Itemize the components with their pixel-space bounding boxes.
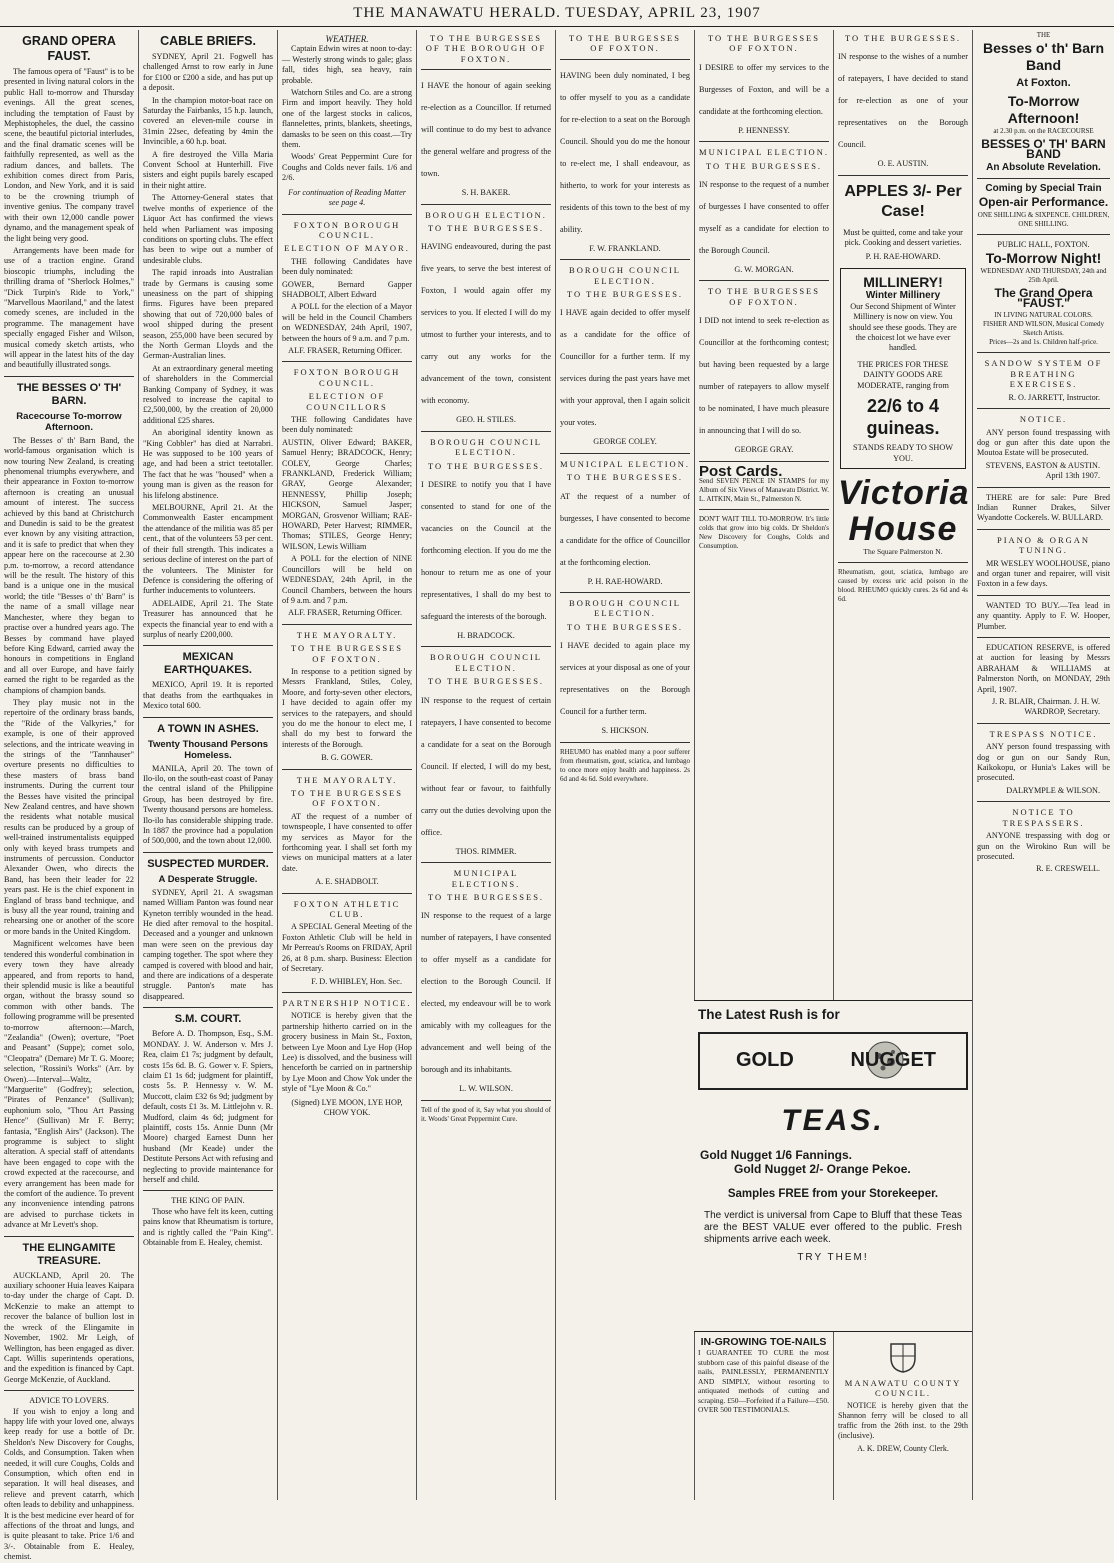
ad-paragraph: Woods' Great Peppermint Cure for Coughs and Colds never fails. 1/6 and 2/6. — [282, 152, 412, 183]
divider — [421, 1100, 551, 1101]
notice-title: NOTICE. — [1019, 414, 1068, 425]
notice-paragraph: ANYONE trespassing with dog or gun on the Wirokino Run will be prosecuted. — [977, 831, 1110, 861]
article-paragraph: MEXICO, April 19. It is reported that deaths from the earthquakes in Mexico total 600. — [143, 680, 273, 711]
notice-subtitle: TO THE BURGESSES. — [566, 289, 684, 300]
notice-signature: ALF. FRASER, Returning Officer. — [288, 608, 402, 618]
notice-paragraph: AT the request of a number of burgesses, I have consented to become a candidate for the office of Councillor at the forthcoming election. — [560, 491, 690, 567]
ad-signature: P. H. RAE-HOWARD. — [865, 251, 941, 261]
notice-signature: H. BRADCOCK. — [457, 631, 515, 641]
divider — [143, 717, 273, 718]
price-intro: THE PRICES FOR THESE DAINTY GOODS ARE MODERATE, ranging from — [857, 359, 949, 390]
notice-paragraph: I HAVE decided to again place my services at your disposal as one of your representatives on the Borough Council for a further term. — [560, 641, 690, 717]
notice-signature: P. HENNESSY. — [738, 125, 790, 135]
ad-paragraph: RHEUMO has enabled many a poor sufferer from rheumatism, gout, sciatica, and lumbago to once more enjoy health and happiness. 2s 6d and 4s 6d. Sold everywhere. — [560, 747, 690, 783]
notice-paragraph: A SPECIAL General Meeting of the Foxton Athletic Club will be held in Mr Perreau's Rooms on FRIDAY, April 26, at 8 p.m. sharp. Business: Election of Secretary. — [282, 922, 412, 974]
article-paragraph: Arrangements have been made for use of a traction engine. Grand bioscopic triumphs, including the thrilling drama of "Sherlock Holmes," "Dick Turpin's Ride to York," "Marvellous Maoriland," and the latest comedy scenes, are included in the programme. The management have specially engaged Fisher and Wilson, musical comedy sketch artists, who will appear in the latest hits of the day and beautifully illustrated songs. — [4, 245, 134, 370]
notice-title: FOXTON BOROUGH COUNCIL. — [293, 367, 401, 388]
article-paragraph: In the champion motor-boat race on Saturday the Fairbanks, 15 h.p. launch, covered an eleven-mile course in 31min 22sec, defeating by 4min the Invincible, a 60 h.p. boat. — [143, 95, 273, 147]
ad-text: PUBLIC HALL, FOXTON. — [997, 239, 1090, 249]
ad-title: MILLINERY! — [863, 274, 943, 291]
notice-paragraph: WANTED TO BUY.—Tea lead in any quantity. Apply to F. W. Hooper, Plumber. — [977, 600, 1110, 631]
notice-paragraph: THE following Candidates have been duly nominated: — [282, 256, 412, 277]
divider — [977, 487, 1110, 488]
notice-signature: A. K. DREW, County Clerk. — [857, 1444, 949, 1453]
notice-subtitle: TO THE BURGESSES. — [427, 460, 545, 471]
article-paragraph: They play music not in the repertoire of the ordinary brass bands, the "Ride of the Valkyries," for example, is one of their approved selections, and the intricate weaving in the strings of the "Tannhauser" overture presents no difficulties to these masters of brass band instruments. During the current tour the Besses have visited the principal New Zealand centres, and have shown the residents what notable musical results can be produced by a group of well-trained instrumentalists equipped only with keyed brass trumpets and instruments of percussion. Conductor Alexander Owen, who directs the Band, has been their leader for 22 years past. He is the chief exponent in England of brass band technique, and is busy all the year round, training and rehearsing one or another of the score or more bands in the United Kingdom. — [4, 697, 134, 936]
notice-paragraph: THERE are for sale: Pure Bred Indian Runner Drakes, Silver Wyandotte Cockerels. W. BULLARD. — [977, 492, 1110, 523]
article-title: SUSPECTED MURDER. — [147, 857, 269, 870]
article-title: THE BESSES O' TH' BARN. — [16, 381, 122, 407]
ad-headline: BESSES O' TH' BARN BAND — [981, 136, 1106, 162]
notice-subtitle: TO THE BURGESSES. — [427, 223, 545, 234]
divider — [977, 595, 1110, 596]
samples-line: Samples FREE from your Storekeeper. — [727, 1188, 939, 1200]
notice-title: MUNICIPAL ELECTIONS. — [451, 868, 521, 889]
ad-headline: The Grand Opera "FAUST." — [994, 285, 1093, 311]
column-2 — [143, 30, 273, 1500]
notice-paragraph: IN response to the request of certain ratepayers, I have consented to become a candidate for a seat on the Borough Council. If elected, I will do my best, without fear or favour, to faithfully carry out the duties devolving upon the office. — [421, 695, 551, 837]
notice-title: SANDOW SYSTEM OF BREATHING EXERCISES. — [984, 358, 1103, 390]
notice-signature: (Signed) LYE MOON, LYE HOP, CHOW YOK. — [291, 1097, 403, 1117]
millinery-ad — [840, 268, 966, 469]
notice-paragraph: NOTICE is hereby given that the Shannon ferry will be closed to all traffic from the 26th inst. to the 29th (inclusive). — [838, 1401, 968, 1440]
divider — [560, 592, 690, 593]
gold-word: GOLD — [736, 1049, 794, 1071]
article-paragraph: An aboriginal identity known as "King Cobbler" has died at Narrabri. He was supposed to be 100 years of age, and had been a strict teetotaller. The fact that he was "housed" when a young man is given as the reason for his lifelong abstinence. — [143, 428, 273, 500]
divider — [4, 376, 134, 377]
divider — [143, 1007, 273, 1008]
notice-title: TO THE BURGESSES OF THE BOROUGH OF FOXTON. — [425, 33, 547, 64]
article-paragraph: AUCKLAND, April 20. The auxiliary schooner Huia leaves Kaipara to-day under the charge of Capt. D. McKenzie to make an attempt to recover the balance of bullion lost in the wreck of the Elingamite in November, 1902. Mr Leigh, of Wellington, has been engaged as diver. Capt. Willis superintends operations, and the expedition is financed by Capt. George McKenzie, of Auckland. — [4, 1270, 134, 1384]
notice-paragraph: THE following Candidates have been duly nominated: — [282, 415, 412, 435]
divider — [699, 509, 829, 510]
notice-signature: G. W. MORGAN. — [734, 265, 794, 275]
divider — [282, 361, 412, 362]
column-rule — [555, 30, 556, 1500]
notice-title: MUNICIPAL ELECTION. — [560, 458, 690, 469]
notice-signature: STEVENS, EASTON & AUSTIN. April 13th 1907. — [985, 460, 1100, 481]
notice-paragraph: In response to a petition signed by Messrs Frankland, Stiles, Coley, Moore, and forty-seven other electors, I have decided to again offer my services to the ratepayers, and should you do me the honour to elect me, I shall do my best to forward the interests of the Borough. — [282, 666, 412, 749]
notice-paragraph: I DESIRE to notify you that I have consented to stand for one of the vacancies on the Council at the forthcoming election. If you do me the honour to return me as one of your representatives, I shall do my best to safeguard the interests of the borough. — [421, 480, 551, 622]
notice-paragraph: HAVING been duly nominated, I beg to offer myself to you as a candidate for re-election to a seat on the Borough Council. Should you do me the honour to re-elect me, I shall endeavour, as hitherto, to work for your interests as residents of this town to the best of my ability. — [560, 70, 690, 234]
ad-paragraph: Tell of the good of it, Say what you should of it. Woods' Great Peppermint Cure. — [421, 1105, 551, 1123]
article-paragraph: SYDNEY, April 21. Fogwell has challenged Arnst to row early in June for £100 or £200 a side, and has put up a deposit. — [143, 52, 273, 93]
divider — [421, 69, 551, 70]
gold-nugget-box — [698, 1032, 968, 1090]
ad-text: Prices—2s and 1s. Children half-price. — [989, 338, 1098, 347]
notice-title: NOTICE TO TRESPASSERS. — [1002, 807, 1085, 828]
notice-paragraph: IN response to the request of a large number of ratepayers, I have consented to offer myself as a candidate for election to the Borough Council. If elected, my endeavour will be to work amicably with my colleagues for the advancement and well being of the borough and its inhabitants. — [421, 911, 551, 1075]
divider — [977, 723, 1110, 724]
divider — [977, 178, 1110, 179]
ad-title: THE KING OF PAIN. — [171, 1196, 245, 1206]
divider — [977, 234, 1110, 235]
article-title: S.M. COURT. — [174, 1013, 242, 1026]
article-title: GRAND OPERA FAUST. — [22, 34, 116, 63]
county-notice — [838, 1336, 968, 1496]
divider — [838, 562, 968, 563]
column-rule — [972, 30, 973, 1500]
notice-signature: J. R. BLAIR, Chairman. J. H. W. WARDROP, Secretary. — [991, 697, 1100, 717]
column-rule — [416, 30, 417, 1500]
fannings-line: Gold Nugget 1/6 Fannings. — [700, 1148, 853, 1162]
notice-title: BOROUGH COUNCIL ELECTION. — [430, 436, 542, 458]
victoria-house-logo: Victoria House — [838, 473, 970, 548]
divider — [143, 1190, 273, 1191]
notice-signature: GEO. H. STILES. — [456, 415, 516, 425]
notice-signature: R. E. CRESWELL. — [1036, 864, 1100, 874]
notice-signature: DALRYMPLE & WILSON. — [1006, 785, 1100, 795]
candidate-list: AUSTIN, Oliver Edward; BAKER, Samuel Henry; BRADCOCK, Henry; COLEY, George Charles; FRANKLAND, Frederick William; GRAY, George Alexander; HENNESSY, Phillip Joseph; HICKSON, Samuel Jasper; MORGAN, Grosvenor William; RAE-HOWARD, Peter Harvest; RIMMER, Thomas; STILES, George Henry; WILSON, Lewis William — [282, 437, 412, 551]
masthead: THE MANAWATU HERALD. TUESDAY, APRIL 23, 1907 — [0, 0, 1114, 27]
notice-signature: S. H. BAKER. — [461, 188, 511, 198]
divider — [560, 259, 690, 260]
column-1 — [4, 30, 134, 1562]
divider — [977, 801, 1110, 802]
notice-paragraph: ANY person found trespassing with dog or gun on our Sandy Run, Kaikokopu, or Hunia's Lakes will be prosecuted. — [977, 742, 1110, 783]
verdict-text: The verdict is universal from Cape to Bluff that these Teas are the BEST VALUE ever offered to the public. Fresh shipments arrive each week. — [704, 1210, 962, 1245]
divider — [421, 204, 551, 205]
notice-paragraph: HAVING endeavoured, during the past five years, to serve the best interest of Foxton, I would again offer my services to you. If elected I will do my utmost to further your interests, and to carry out any works for the advancement of the town, consistent with economy. — [421, 242, 551, 406]
price-range: 22/6 to 4 guineas. — [866, 396, 940, 439]
notice-title: TO THE BURGESSES. — [844, 33, 962, 43]
ad-text: IN LIVING NATURAL COLORS. — [994, 311, 1093, 320]
divider — [282, 769, 412, 770]
ad-title: APPLES 3/- Per Case! — [844, 182, 962, 220]
notice-subtitle: TO THE BURGESSES. — [427, 676, 545, 687]
ad-text: An Absolute Revelation. — [986, 161, 1101, 173]
notice-title: BOROUGH COUNCIL ELECTION. — [430, 652, 542, 673]
notice-title: FOXTON ATHLETIC CLUB. — [293, 898, 401, 920]
column-rule — [277, 30, 278, 1500]
article-subtitle: Twenty Thousand Persons Homeless. — [147, 738, 269, 761]
notice-signature: S. HICKSON. — [601, 726, 649, 736]
article-paragraph: Magnificent welcomes have been tendered this wonderful combination in every town they have already appeared, and from reports to hand, their splendid music is like a beautiful organ, without the brassy sound so common with other bands. The following programme will be presented to-morrow afternoon:—March, "Zealandia" (Owen); overture, "Poet and Peasant" (Suppe); cornet solo, "Cleopatra" (Demare) Mr T. G. Moore; selection, "Rossini's Works" (Arr. by Owen).—Interval—Waltz, "Marguerite" (Godfrey); selection, "Pirates of Penzance" (Sullivan); euphonium solo, "Thou Art Passing Hence" (Sullivan) Mr F. Berry; fantasia, "English Airs" (Jackson). The programme is subject to slight alteration. A special staff of attendants have been engaged to cope with the crowd expected at the racecourse, and every arrangement has been made for the comfort of the audience. To prevent any inconvenience intending patrons are advised to purchase tickets in advance at Mr Levett's shop. — [4, 939, 134, 1230]
notice-signature: P. H. RAE-HOWARD. — [587, 576, 663, 586]
notice-title: TO THE BURGESSES OF FOXTON. — [569, 33, 681, 54]
divider — [421, 862, 551, 863]
ad-headline: The Latest Rush is for — [698, 1007, 840, 1022]
article-title: MEXICAN EARTHQUAKES. — [163, 651, 252, 677]
ad-paragraph: Rheumatism, gout, sciatica, lumbago are caused by excess uric acid poison in the blood. RHEUMO quickly cures. 2s 6d and 4s 6d. — [838, 568, 968, 604]
notice-signature: GEORGE COLEY. — [593, 437, 657, 447]
notice-title: BOROUGH COUNCIL ELECTION. — [569, 598, 681, 619]
notice-paragraph: MR WESLEY WOOLHOUSE, piano and organ tuner and repairer, will visit Foxton in a few days. — [977, 558, 1110, 589]
notice-subtitle: TO THE BURGESSES. — [566, 472, 684, 483]
article-paragraph: Before A. D. Thompson, Esq., S.M. MONDAY. J. W. Anderson v. Mrs J. Rea, claim £1 7s; judgment by default, costs 15s 6d. B. G. Gower v. F. Spiers, claim £1 1s 6d; judgment for plaintiff, costs 5s. P. Hennessy v. W. M. Muccott, claim £32 6s 9d; judgment by default, costs £1 3s. M. Littlejohn v. R. Mudford, claim 4s 6d; judgment for plaintiff, costs 15s. Annie Dunn (Mr Moore) charged Earnest Dunn her husband (Mr Keade) under the Destitute Persons Act with refusing and neglecting to provide maintenance for herself and child. — [143, 1029, 273, 1184]
divider — [977, 408, 1110, 409]
notice-title: PIANO & ORGAN TUNING. — [996, 534, 1091, 556]
article-subtitle: A Desperate Struggle. — [158, 873, 258, 885]
divider — [282, 214, 412, 215]
notice-title: MUNICIPAL ELECTION. — [699, 147, 829, 158]
article-paragraph: ADELAIDE, April 21. The State Treasurer has announced that he expects the financial year to end with a surplus of nearly £200,000. — [143, 598, 273, 639]
article-paragraph: MANILA, April 20. The town of Ilo-ilo, on the south-east coast of Panay the central island of the Philippine Group, has been destroyed by fire. Twenty thousand persons are homeless. Ilo-ilo has considerable shipping trade. In 1887 the province had a population of 500,000, and the town about 12,000. — [143, 763, 273, 846]
notice-title: TO THE BURGESSES OF FOXTON. — [708, 286, 820, 307]
try-them: TRY THEM! — [797, 1252, 869, 1263]
notice-paragraph: I HAVE the honour of again seeking re-election as a Councillor. If returned will continue to do my best to advance the general welfare and progress of the town. — [421, 81, 551, 179]
divider — [977, 352, 1110, 353]
column-5 — [560, 30, 690, 1500]
article-paragraph: The Besses o' th' Barn Band, the world-famous organisation which is now touring New Zealand, is creating phenomenal triumphs everywhere, and their appearance in Foxton to-morrow afternoon is creating an unusual amount of interest. The success achieved by this band at Christchurch and Dunedin is said to be the greatest ever known by any visiting attraction, and it is safe to predict that when they appear here on the racecourse at 2.30 p.m. to-morrow, a record attendance will be the result. The history of this band is a unique one in the musical world; the title "Besses o' th' Barn" is the name of a small village near Manchester, where they began to practise over a hundred years ago. The Besses by command have played before King Edward, carried away the honours in competitions in England and all over Europe, and have fairly earned the right to be regarded as the champions of champion bands. — [4, 435, 134, 695]
ad-title: Post Cards. — [699, 462, 783, 480]
divider — [699, 461, 829, 462]
ad-paragraph: Our Second Shipment of Winter Millinery is now on view. You should see these goods. They are the choicest lot we have ever handled. — [849, 301, 957, 353]
notice-paragraph: I DESIRE to offer my services to the Burgesses of Foxton, and will be a candidate at the forthcoming election. — [699, 62, 829, 116]
divider — [560, 453, 690, 454]
divider — [699, 280, 829, 281]
notice-paragraph: I DID not intend to seek re-election as Councillor at the forthcoming contest; but having been requested by a large number of ratepayers to allow myself to be nominated, I have much pleasure in announcing that I will do so. — [699, 316, 829, 436]
ad-headline: Open-air Performance. — [978, 195, 1109, 210]
article-paragraph: The famous opera of "Faust" is to be presented in living natural colors in the public Hall to-morrow and Thursday evenings. All the great scenes, including the temptation of Faust by Mephistopheles, the duel, the cassino scene, the beautiful pictorial interludes, and the final dramatic scenes will be faithfully represented, as well as the radium dances, and ballets. The exhibition comes direct from Paris, London, and New York, and it is said to be the crowning triumph of inventive genius. The company travel with their own 12,000 candle power dynamo, and the management speak of the light being very good. — [4, 67, 134, 243]
notice-subtitle: TO THE BURGESSES. — [427, 891, 545, 902]
divider — [282, 893, 412, 894]
notice-title: MANAWATU COUNTY COUNCIL. — [844, 1378, 962, 1398]
divider — [560, 742, 690, 743]
notice-signature: A. E. SHADBOLT. — [315, 877, 379, 887]
notice-signature: THOS. RIMMER. — [455, 846, 517, 856]
notice-signature: ALF. FRASER, Returning Officer. — [288, 345, 402, 355]
notice-paragraph: ANY person found trespassing with dog or gun after this date upon the Moutoa Estate will be prosecuted. — [977, 427, 1110, 458]
ad-title: ADVICE TO LOVERS. — [29, 1396, 109, 1406]
continuation-note: For continuation of Reading Matter see page 4. — [288, 187, 406, 208]
article-paragraph: The rapid inroads into Australian trade by Germans is causing some uneasiness on the part of shipping firms. Figures have been prepared showing that out of 720,000 bales of wool shipped during the present season, 255,000 have been secured by the North German Lloyds and the German-Australian lines. — [143, 268, 273, 361]
notice-subtitle: TO THE BURGESSES. — [566, 621, 684, 632]
article-paragraph: The Attorney-General states that twelve months of experience of the Liquor Act has confirmed the views held when Parliament was imposing conditions on sporting clubs. The effect has been to wipe out a number of undesirable clubs. — [143, 193, 273, 265]
notice-paragraph: IN response to the wishes of a number of ratepayers, I have decided to stand for re-election as one of your representatives on the Borough Council. — [838, 52, 968, 150]
stands-line: STANDS READY TO SHOW YOU. — [853, 443, 953, 463]
article-paragraph: SYDNEY, April 21. A swagsman named William Panton was found near Kyneton terribly wounded in the head. He died after removal to the hospital. Deceased and a younger and unknown man were seen on the previous day camping together. The spot where they camped is covered with blood and hair, and there are indications of a desperate struggle. Panton's mate has disappeared. — [143, 887, 273, 1001]
toenails-ad — [694, 1336, 833, 1496]
ad-subtitle: At Foxton. — [1016, 77, 1071, 90]
ad-text: THE — [1036, 31, 1051, 39]
article-subtitle: Racecourse To-morrow Afternoon. — [16, 410, 122, 433]
ad-title: Besses o' th' Barn Band — [982, 40, 1105, 74]
ad-text: WEDNESDAY AND THURSDAY, 24th and 25th April. — [980, 266, 1107, 284]
divider — [282, 992, 412, 993]
pekoe-line: Gold Nugget 2/- Orange Pekoe. — [734, 1162, 911, 1176]
notice-subtitle: TO THE BURGESSES. — [705, 160, 823, 171]
article-paragraph: MELBOURNE, April 21. At the Commonwealth Easter encampment the attendance of the militia was 85 per cent., that of the volunteers 53 per cent. of their full strength. This indicates a serious decline of interest on the part of the volunteers. The Minister for Defence is considering the offering of further inducements to volunteers. — [143, 503, 273, 596]
notice-paragraph: A POLL for the election of a Mayor will be held in the Council Chambers on WEDNESDAY, 24th April, 1907, between the hours of 9 a.m. and 7 p.m. — [282, 302, 412, 343]
notice-signature: R. O. JARRETT, Instructor. — [1008, 392, 1100, 402]
divider — [143, 852, 273, 853]
teas-headline: TEAS. — [781, 1104, 885, 1137]
notice-paragraph: I HAVE again decided to offer myself as a candidate for the office of Councillor for a further term. If my services during the past years have met with your approval, then I again solicit your votes. — [560, 308, 690, 428]
divider — [4, 1236, 134, 1237]
divider — [282, 624, 412, 625]
ad-paragraph: Send SEVEN PENCE IN STAMPS for my Album of Six Views of Manawatu District. W. L. AITKIN, Main St., Palmerston N. — [699, 477, 829, 504]
notice-paragraph: EDUCATION RESERVE, is offered at auction for leasing by Messrs ABRAHAM & WILLIAMS at Palmerston North, on MONDAY, 29th April, 1907. — [977, 643, 1110, 694]
article-title: A TOWN IN ASHES. — [157, 722, 259, 735]
notice-paragraph: IN response to the request of a number of burgesses I have consented to offer myself as a candidate for election to the Borough Council. — [699, 180, 829, 256]
ad-text: ONE SHILLING & SIXPENCE. CHILDREN, ONE SHILLING. — [977, 210, 1110, 228]
notice-subtitle: TO THE BURGESSES OF FOXTON. — [291, 643, 403, 664]
column-4 — [421, 30, 551, 1500]
notice-title: PARTNERSHIP NOTICE. — [282, 997, 412, 1008]
ad-paragraph: Must be quitted, come and take your pick. Cooking and dessert varieties. — [843, 227, 963, 248]
notice-signature: GEORGE GRAY. — [734, 445, 794, 455]
ad-paragraph: Watchorn Stiles and Co. are a strong Firm and import heavily. They hold one of the largest stocks in calicos, flannelettes, prints, blankets, sheetings, damasks to be seen on this coast.—Try them. — [282, 88, 412, 150]
article-paragraph: A fire destroyed the Villa Maria Convent School at Hunterhill. Five sisters and eight pupils barely escaped in their night attire. — [143, 149, 273, 190]
divider — [977, 529, 1110, 530]
divider — [421, 646, 551, 647]
ad-paragraph: Those who have felt its keen, cutting pains know that Rheumatism is torture, and is rightly called the "Pain King". Obtainable from E. Healey, chemist. — [143, 1206, 273, 1247]
column-3 — [282, 30, 412, 1500]
ad-paragraph: DON'T WAIT TILL TO-MORROW. It's little colds that grow into big colds. Dr Sheldon's New Discovery for Coughs, Colds and Consumption. — [699, 515, 829, 551]
notice-paragraph: AT the request of a number of townspeople, I have consented to offer my services as Mayor for the forthcoming year. I shall set forth my views on municipal matters at a later date. — [282, 811, 412, 873]
ad-text: FISHER AND WILSON, Musical Comedy Sketch Artists. — [982, 320, 1104, 338]
ad-text: Coming by Special Train — [985, 183, 1102, 195]
notice-subtitle: TO THE BURGESSES OF FOXTON. — [291, 788, 403, 809]
notice-paragraph: A POLL for the election of NINE Councillors will be held on WEDNESDAY, 24th April, in the Council Chambers, between the hours of 9 a.m. and 7 p.m. — [282, 554, 412, 605]
notice-subtitle: ELECTION OF MAYOR. — [284, 243, 410, 254]
notice-title: TRESPASS NOTICE. — [989, 728, 1098, 739]
victoria-address: The Square Palmerston N. — [863, 546, 943, 556]
notice-title: BOROUGH ELECTION. — [425, 209, 547, 220]
article-paragraph: Captain Edwin wires at noon to-day:— Westerly strong winds to gale; glass fall, tides high, sea heavy, rain probable. — [282, 44, 412, 85]
ad-text: at 2.30 p.m. on the RACECOURSE — [993, 126, 1094, 135]
notice-signature: O. E. AUSTIN. — [877, 159, 929, 169]
column-7 — [838, 30, 968, 996]
ad-headline: To-Morrow Afternoon! — [1007, 92, 1080, 126]
notice-title: FOXTON BOROUGH COUNCIL. — [293, 219, 401, 240]
article-paragraph: At an extraordinary general meeting of shareholders in the Commercial Banking Company of Sydney, it was resolved to increase the capital to £2,500,000, by the creation of 20,000 additional £25 shares. — [143, 363, 273, 425]
coat-of-arms-icon — [883, 1340, 923, 1374]
ad-paragraph: I GUARANTEE TO CURE the most stubborn case of this painful disease of the nails, PAINLESSLY, PERMANENTLY AND SIMPLY, without resorting to antiquated methods of cutting and scraping. £50—Forfeited if a Failure—£50. OVER 500 TESTIMONIALS. — [698, 1348, 829, 1414]
column-rule — [138, 30, 139, 1500]
article-title: WEATHER. — [325, 34, 369, 44]
ad-subtitle: Winter Millinery — [865, 290, 941, 302]
divider — [699, 141, 829, 142]
nugget-word: NUGGET — [850, 1049, 936, 1071]
notice-paragraph: NOTICE is hereby given that the partnership hitherto carried on in the grocery business in Main St., Foxton, between Lye Moon and Lye Hop (Hop Lee) is dissolved, and the business will henceforth be carried on in partnership by Lye Moon and Chow Yok under the style of "Lye Moon & Co." — [282, 1011, 412, 1094]
ad-title: IN-GROWING TOE-NAILS — [700, 1336, 827, 1348]
notice-title: THE MAYORALTY. — [296, 774, 398, 785]
ad-headline: To-Morrow Night! — [985, 250, 1102, 267]
notice-subtitle: ELECTION OF COUNCILLORS — [306, 391, 388, 412]
article-title: THE ELINGAMITE TREASURE. — [22, 1241, 116, 1267]
column-8 — [977, 30, 1110, 1500]
notice-signature: F. W. FRANKLAND. — [589, 243, 661, 253]
divider — [421, 431, 551, 432]
notice-signature: F. D. WHIBLEY, Hon. Sec. — [311, 976, 402, 986]
notice-signature: L. W. WILSON. — [459, 1084, 513, 1094]
notice-signature: B. G. GOWER. — [321, 753, 373, 763]
divider — [143, 645, 273, 646]
notice-title: BOROUGH COUNCIL ELECTION. — [569, 265, 681, 286]
notice-title: TO THE BURGESSES OF FOXTON. — [708, 33, 820, 54]
divider — [560, 59, 690, 60]
divider — [4, 1390, 134, 1391]
divider — [977, 637, 1110, 638]
ad-paragraph: If you wish to enjoy a long and happy life with your loved one, always keep ready for use a bottle of Dr. Sheldon's New Discovery for Coughs, Colds, and Consumption. Taken when needed, it will cure Coughs, Colds and Consumption, which often end in separation. It will heal diseases, and relieve and prevent catarrh, which often leads to debility and unhappiness. It is the best medicine ever heard of for affections of the throat and lungs, and is quite pleasant to take. Price 1/6 and 3/-. Obtainable from E. Healey, chemist. — [4, 1406, 134, 1562]
divider — [838, 175, 968, 176]
candidate-list: GOWER, Bernard Gapper SHADBOLT, Albert Edward — [282, 279, 412, 299]
notice-title: THE MAYORALTY. — [296, 629, 398, 640]
gold-nugget-ad — [694, 1000, 972, 1332]
article-title: CABLE BRIEFS. — [160, 34, 256, 48]
